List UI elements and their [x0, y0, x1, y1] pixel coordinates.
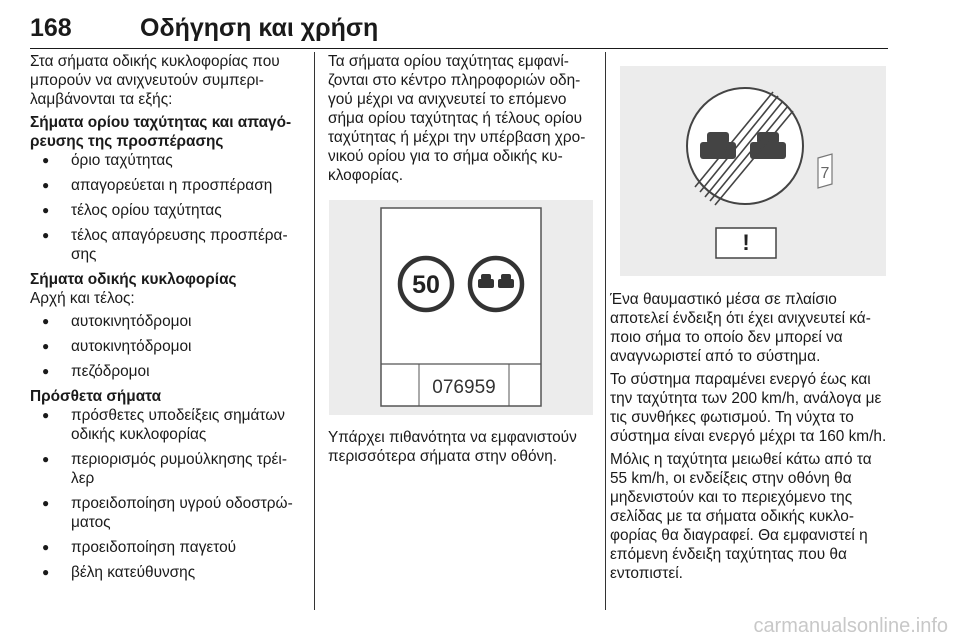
list-item: ● απαγορεύεται η προσπέραση — [30, 176, 302, 195]
column-left — [30, 52, 302, 588]
watermark: carmanualsonline.info — [753, 615, 948, 637]
paragraph: Τα σήματα ορίου ταχύτητας εμφανίζονται στο κέντρο πληροφοριών οδηγού μέχρι να ανιχνευτεί το επόμενο σήμα ορίου ταχύτητας ή τέλους ορίου ταχύτητας ή μέχρι την υπέρβαση χρονικού ορίου για το σήμα οδικής κυκλοφορίας. — [328, 53, 586, 184]
section-heading: Σήματα οδικής κυκλοφορίας — [30, 271, 237, 288]
end-of-no-overtaking-illustration — [620, 66, 886, 276]
paragraph: Το σύστημα παραμένει ενεργό έως και την ταχύτητα των 200 km/h, ανάλογα με τις συνθήκες φωτισμού. Τη νύχτα το σύστημα είναι ενεργό μέχρι τα 160 km/h. — [610, 371, 887, 445]
paragraph: Μόλις η ταχύτητα μειωθεί κάτω από τα 55 km/h, οι ενδείξεις στην οθόνη θα μηδενιστούν και το περιεχόμενο της σελίδας με τα σήματα οδικής κυκλοφορίας θα διαγραφεί. Θα εμφανιστεί η επόμενη ένδειξη ταχύτητας που θα εντοπιστεί. — [610, 451, 872, 582]
page-number: 168 — [30, 14, 72, 42]
exclamation-icon: ! — [742, 230, 750, 255]
column-middle — [328, 52, 596, 189]
paragraph: Υπάρχει πιθανότητα να εμφανιστούν περισσότερα σήματα στην οθόνη. — [328, 429, 577, 465]
list-item: ● περιορισμός ρυμούλκησης τρέιλερ — [30, 450, 302, 488]
list-item: ● όριο ταχύτητας — [30, 151, 302, 170]
section-heading: Σήματα ορίου ταχύτητας και απαγόρευσης της προσπέρασης — [30, 114, 292, 150]
page-title: Οδήγηση και χρήση — [140, 14, 379, 42]
list-item: ● τέλος ορίου ταχύτητας — [30, 201, 302, 220]
list-item: ● πρόσθετες υποδείξεις σημάτων οδικής κυκλοφορίας — [30, 406, 302, 444]
section-heading: Πρόσθετα σήματα — [30, 388, 162, 405]
paragraph: Ένα θαυμαστικό μέσα σε πλαίσιο αποτελεί ένδειξη ότι έχει ανιχνευτεί κάποιο σήμα το οποίο δεν μπορεί να αναγνωριστεί από το σύστημα. — [610, 291, 871, 365]
list-item: ● αυτοκινητόδρομοι — [30, 337, 302, 356]
column-divider — [605, 52, 606, 610]
driver-info-display-figure — [329, 200, 593, 415]
list-item: ● προειδοποίηση παγετού — [30, 538, 302, 557]
intro-paragraph: Στα σήματα οδικής κυκλοφορίας που μπορούν να ανιχνευτούν συμπεριλαμβάνονται τα εξής: — [30, 53, 280, 108]
speed-limit-value: 50 — [412, 271, 440, 299]
list-item: ● αυτοκινητόδρομοι — [30, 312, 302, 331]
bullet-list — [30, 312, 302, 381]
list-item: ● πεζόδρομοι — [30, 362, 302, 381]
display-code: 076959 — [432, 377, 496, 398]
list-item: ● βέλη κατεύθυνσης — [30, 563, 302, 582]
no-overtaking-sign-icon — [470, 258, 522, 310]
list-item: ● τέλος απαγόρευσης προσπέρασης — [30, 226, 302, 264]
display-illustration — [329, 200, 593, 415]
column-right-text — [610, 290, 892, 587]
section-intro: Αρχή και τέλος: — [30, 290, 135, 307]
column-divider — [314, 52, 315, 610]
bullet-list — [30, 406, 302, 582]
list-item: ● προειδοποίηση υγρού οδοστρώματος — [30, 494, 302, 532]
end-no-overtaking-figure — [620, 66, 886, 276]
bullet-list — [30, 151, 302, 264]
badge-number: 7 — [820, 165, 830, 182]
page-header — [30, 8, 888, 49]
